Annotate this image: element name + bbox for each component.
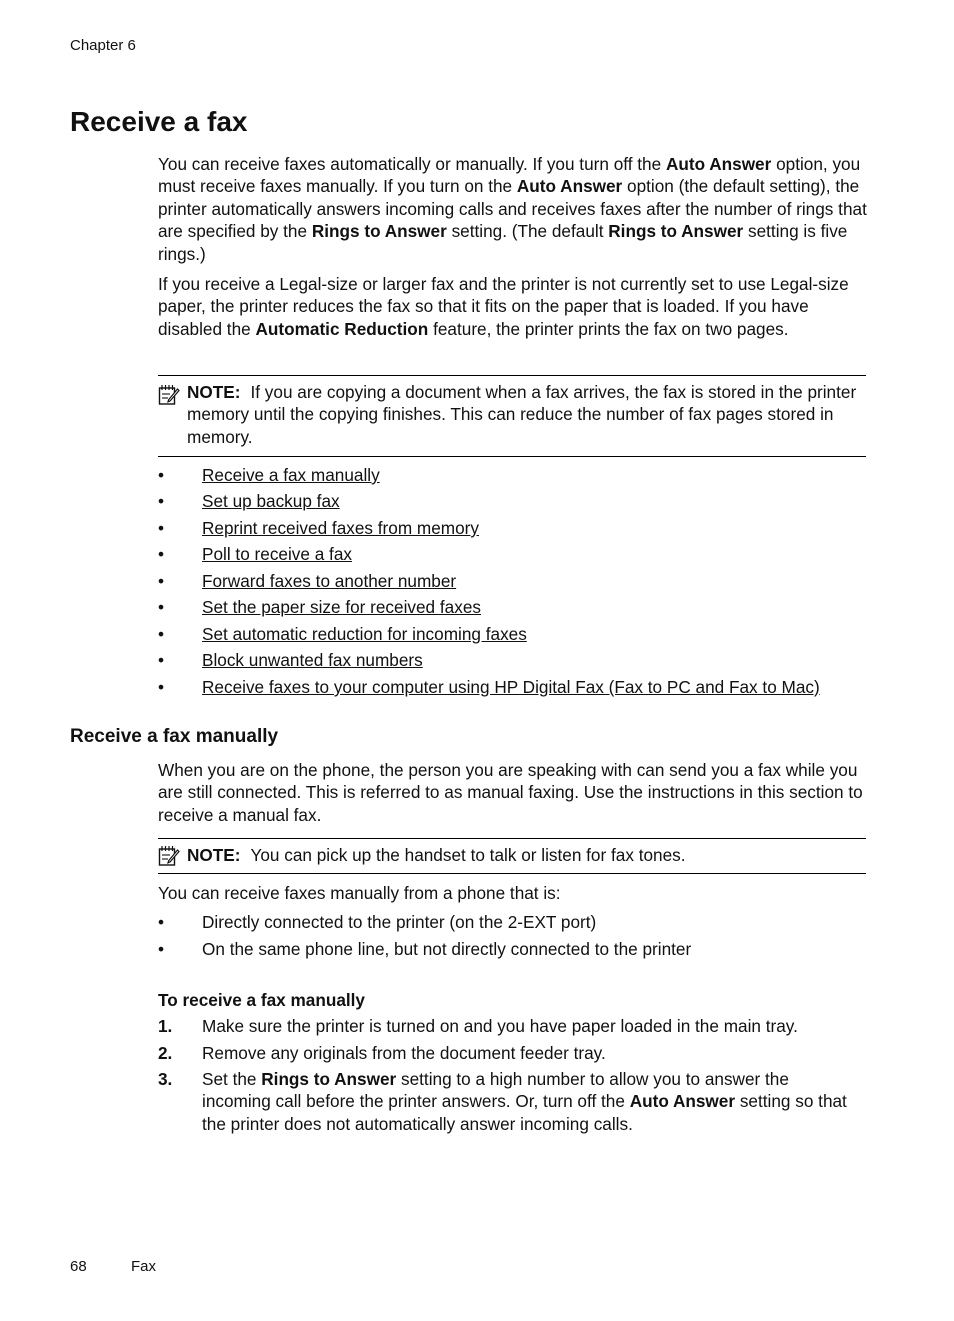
- text-run: setting. (The default: [446, 221, 609, 242]
- step-number: 1.: [158, 1016, 173, 1036]
- topic-link[interactable]: Receive a fax manually: [202, 465, 380, 485]
- bullet: •: [158, 677, 165, 697]
- bullet: •: [158, 465, 165, 485]
- section-heading: Receive a fax manually: [70, 726, 279, 747]
- text-run: option (the default setting), the printer automatically answers incoming calls and receives faxes after the number of rings that are specified by the: [158, 176, 867, 242]
- section-paragraph: When you are on the phone, the person you are speaking with can send you a fax while you are still connected. This is referred to as manual faxing. Use the instructions in this section to receive a manual fax.: [158, 760, 863, 825]
- note-text: [187, 381, 866, 448]
- note-label: NOTE:: [187, 382, 241, 402]
- text-run: feature, the printer prints the fax on two pages.: [428, 318, 789, 339]
- bullet: •: [158, 491, 165, 511]
- bullet: •: [158, 597, 165, 617]
- text-run: setting is five rings.): [158, 221, 848, 264]
- text-run: setting so that the printer does not automatically answer incoming calls.: [202, 1091, 847, 1134]
- note-icon: [158, 384, 180, 406]
- text-run: If you receive a Legal-size or larger fax and the printer is not currently set to use Legal-size paper, the printer reduces the fax so that it fits on the paper that is loaded. If you have disabled the: [158, 274, 849, 339]
- bullet: •: [158, 544, 165, 564]
- topic-link[interactable]: Set up backup fax: [202, 491, 340, 511]
- topic-link[interactable]: Forward faxes to another number: [202, 571, 457, 591]
- procedure-step: [158, 1042, 870, 1064]
- intro-paragraph-1: [158, 153, 870, 265]
- note-label: NOTE:: [187, 845, 241, 865]
- procedure-heading: To receive a fax manually: [158, 990, 365, 1010]
- text-run: Remove any originals from the document feeder tray.: [202, 1043, 606, 1063]
- chapter-header: Chapter 6: [70, 37, 136, 54]
- bold-term: Auto Answer: [665, 154, 772, 174]
- bold-term: Rings to Answer: [311, 221, 447, 242]
- note-icon: [158, 845, 180, 867]
- step-number: 2.: [158, 1043, 173, 1063]
- note-box: [158, 375, 866, 457]
- text-run: Make sure the printer is turned on and you have paper loaded in the main tray.: [202, 1016, 798, 1036]
- list-item-text: Directly connected to the printer (on the 2-EXT port): [202, 912, 597, 932]
- text-run: setting to a high number to allow you to answer the incoming call before the printer answers. Or, turn off the: [202, 1069, 789, 1112]
- topic-link[interactable]: Set the paper size for received faxes: [202, 597, 481, 617]
- bullet: •: [158, 939, 165, 959]
- bold-term: Rings to Answer: [608, 221, 744, 242]
- list-item-text: On the same phone line, but not directly connected to the printer: [202, 939, 692, 959]
- topic-link[interactable]: Poll to receive a fax: [202, 544, 352, 564]
- note-box-2: [158, 838, 866, 874]
- bullet: •: [158, 624, 165, 644]
- topic-link[interactable]: Receive faxes to your computer using HP Digital Fax (Fax to PC and Fax to Mac): [202, 677, 820, 697]
- intro-paragraph-2: [158, 273, 870, 340]
- text-run: option, you must receive faxes manually. If you turn on the: [158, 154, 861, 197]
- bold-term: Automatic Reduction: [255, 318, 429, 339]
- bold-term: Auto Answer: [516, 176, 623, 197]
- topic-link[interactable]: Set automatic reduction for incoming faxes: [202, 624, 527, 644]
- bold-term: Auto Answer: [629, 1091, 736, 1112]
- phone-intro: You can receive faxes manually from a phone that is:: [158, 883, 561, 903]
- step-text: [202, 1042, 862, 1064]
- bullet: •: [158, 571, 165, 591]
- step-text: [202, 1015, 862, 1037]
- procedure-step: [158, 1015, 870, 1037]
- bullet: •: [158, 650, 165, 670]
- note-text: [187, 844, 866, 866]
- bullet: •: [158, 912, 165, 932]
- bold-term: Rings to Answer: [261, 1069, 397, 1089]
- text-run: Set the: [202, 1069, 262, 1089]
- procedure-step: [158, 1068, 870, 1138]
- page-title: Receive a fax: [70, 106, 248, 137]
- footer-section-label: Fax: [131, 1258, 157, 1275]
- note-body: You can pick up the handset to talk or listen for fax tones.: [250, 845, 686, 865]
- page-number: 68: [70, 1258, 87, 1275]
- step-number: 3.: [158, 1069, 173, 1089]
- step-text: [202, 1068, 862, 1135]
- note-body: If you are copying a document when a fax arrives, the fax is stored in the printer memory until the copying finishes. This can reduce the number of fax pages stored in memory.: [187, 382, 857, 447]
- topic-link[interactable]: Block unwanted fax numbers: [202, 650, 423, 670]
- text-run: You can receive faxes automatically or manually. If you turn off the: [158, 154, 666, 174]
- topic-link[interactable]: Reprint received faxes from memory: [202, 518, 479, 538]
- bullet: •: [158, 518, 165, 538]
